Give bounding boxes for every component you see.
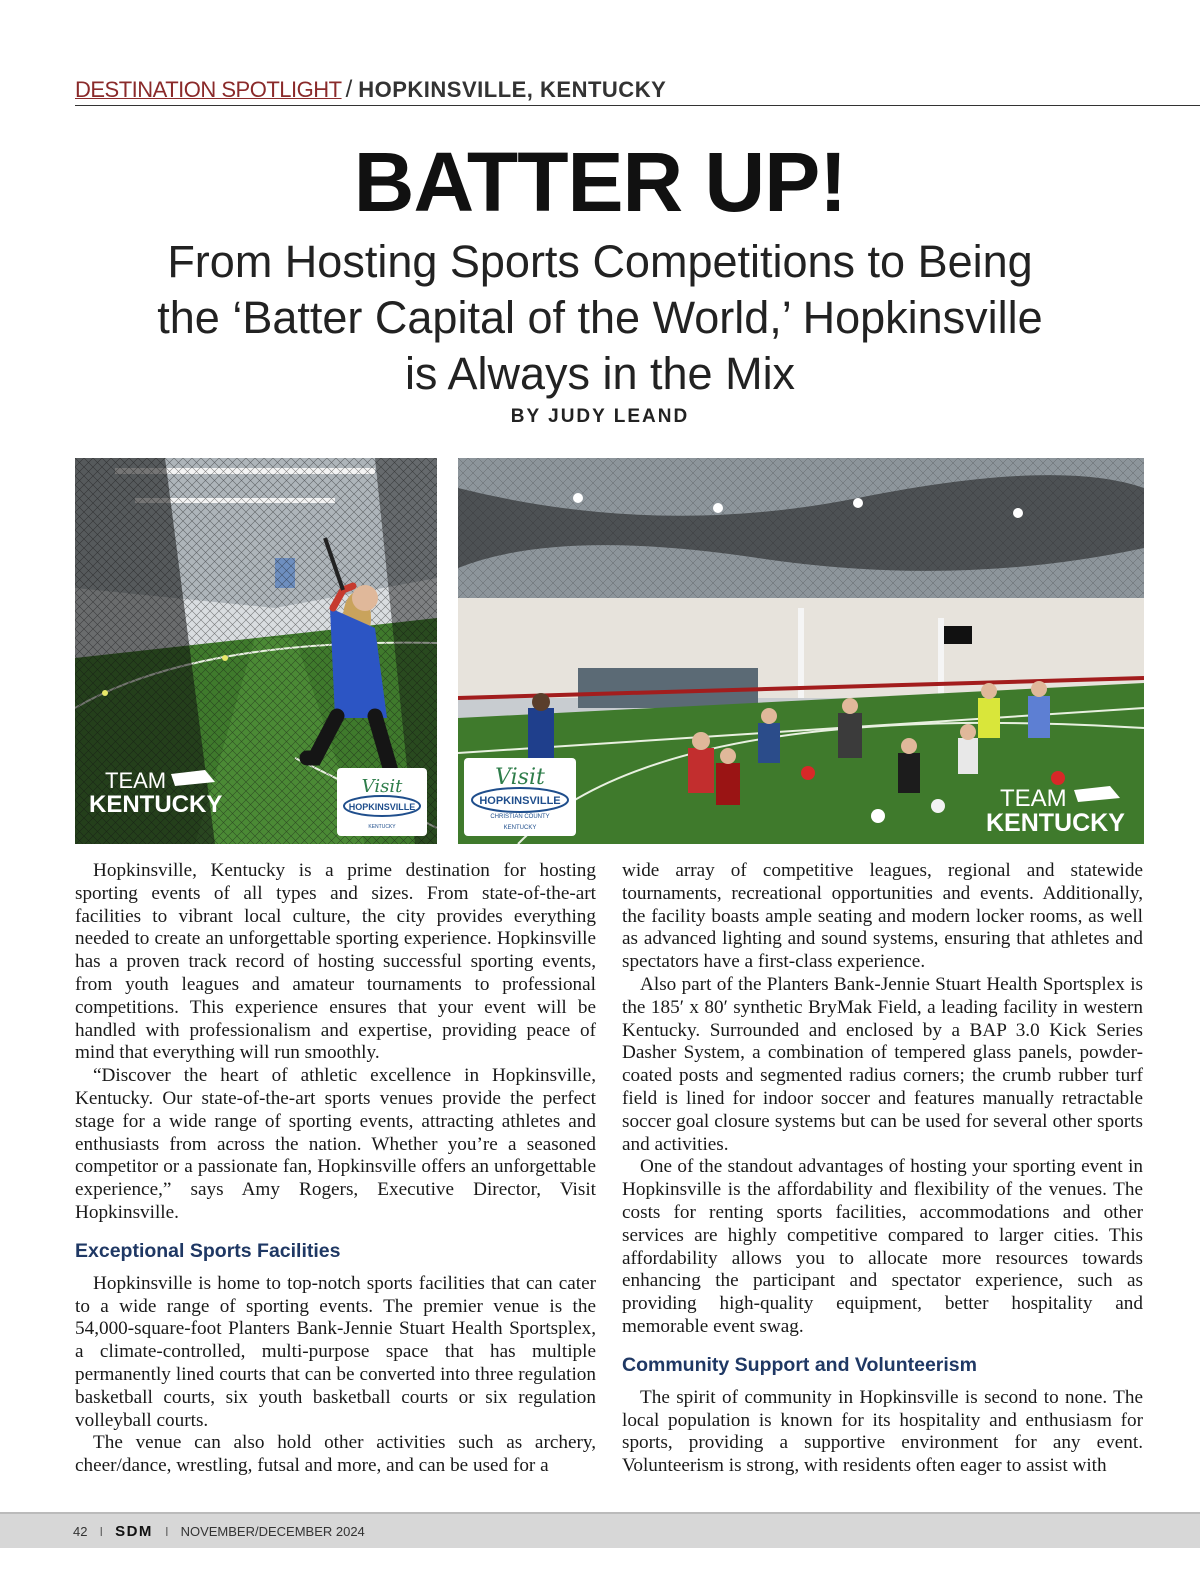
section-header (75, 76, 1200, 106)
section-separator: / (345, 76, 353, 103)
section-label: DESTINATION SPOTLIGHT (75, 77, 342, 102)
team-kentucky-line2-2: KENTUCKY (986, 809, 1125, 837)
visit-logo-script-2: Visit (495, 765, 545, 790)
article-title: BATTER UP! (353, 135, 847, 229)
visit-logo-sub-2: CHRISTIAN COUNTY (490, 814, 550, 820)
section-heading-community: Community Support and Volunteerism (622, 1353, 977, 1376)
body-paragraph: “Discover the heart of athletic excellence in Hopkinsville, Kentucky. Our state-of-the-art sports venues provide the perfect stage for a wide range of sporting events, attracting athletes and enthusiasts from across the nation. Whether you’re a seasoned competitor or a passionate fan, Hopkinsville offers an unforgettable experience,” says Amy Rogers, Executive Director, Visit Hopkinsville. (75, 1065, 596, 1223)
body-paragraph: Hopkinsville is home to top-notch sports facilities that can cater to a wide range of sporting events. The premier venue is the 54,000-square-foot Planters Bank-Jennie Stuart Health Sportsplex, a climate-controlled, multi-purpose space that has multiple permanently lined courts that can be converted into three regulation basketball courts, six youth basketball courts or six regulation volleyball courts. (75, 1272, 596, 1431)
article-column-right (622, 860, 1143, 1478)
team-kentucky-line2: KENTUCKY (89, 791, 223, 818)
issue-date: NOVEMBER/DECEMBER 2024 (180, 1523, 365, 1539)
body-paragraph: The venue can also hold other activities such as archery, cheer/dance, wrestling, futsal and more, and can be used for a (75, 1432, 596, 1477)
visit-logo-state-2: KENTUCKY (503, 825, 537, 831)
visit-logo-state: KENTUCKY (368, 824, 396, 830)
body-paragraph-continued: wide array of competitive leagues, regional and statewide tournaments, recreational opportunities and events. Additionally, the facility boasts ample seating and modern locker rooms, as well as advanced lighting and sound systems, ensuring that athletes and spectators have a first-class experience. (622, 860, 1143, 973)
page-footer (0, 1512, 1200, 1548)
magazine-brand: SDM (115, 1522, 153, 1540)
body-paragraph: Also part of the Planters Bank-Jennie Stuart Health Sportsplex is the 185′ x 80′ synthetic BryMak Field, a leading facility in western Kentucky. Surrounded and enclosed by a BAP 3.0 Kick Series Dasher System, a combination of tempered glass panels, powder-coated posts and segmented radius corners; the crumb rubber turf field is lined for indoor soccer and features manually retractable soccer goal closure systems but can be used for several other sports and activities. (622, 973, 1143, 1155)
article-subtitle: From Hosting Sports Competitions to Being the ‘Batter Capital of the World,’ Hopkinsville is Always in the Mix (157, 236, 1043, 399)
body-paragraph: Hopkinsville, Kentucky is a prime destination for hosting sporting events of all types and sizes. From state-of-the-art facilities to vibrant local culture, the city provides everything needed to create an unforgettable sporting experience. Hopkinsville has a proven track record of hosting successful sporting events, from youth leagues and amateur tournaments to professional competitions. This experience ensures that your event will be handled with professionalism and expertise, providing peace of mind that everything will run smoothly. (75, 860, 596, 1064)
batting-cage-photo (75, 458, 437, 844)
page-number: 42 (73, 1523, 88, 1539)
indoor-soccer-photo (458, 458, 1144, 844)
team-kentucky-line1-2: TEAM (1000, 785, 1067, 812)
section-heading-facilities: Exceptional Sports Facilities (75, 1239, 341, 1262)
body-paragraph: The spirit of community in Hopkinsville is second to none. The local population is known for its hospitality and enthusiasm for sports, providing a supportive environment for any event. Volunteerism is strong, with residents often eager to assist with (622, 1386, 1143, 1477)
article-byline: BY JUDY LEAND (510, 406, 690, 427)
body-paragraph: One of the standout advantages of hosting your sporting event in Hopkinsville is the affordability and flexibility of the venues. The costs for renting sports facilities, accommodations and other services are highly competitive compared to larger cities. This affordability allows you to allocate more resources towards enhancing the participant and spectator experience, such as providing high-quality equipment, better hospitality and memorable event swag. (622, 1156, 1143, 1337)
team-kentucky-line1: TEAM (105, 768, 167, 793)
visit-logo-name-2: HOPKINSVILLE (479, 795, 561, 807)
footer-divider: I (164, 1523, 169, 1539)
article-column-left (75, 860, 596, 1478)
visit-logo-script: Visit (361, 776, 403, 797)
location-label: HOPKINSVILLE, KENTUCKY (358, 77, 667, 102)
visit-logo-name: HOPKINSVILLE (348, 802, 416, 812)
footer-divider: I (99, 1523, 104, 1539)
